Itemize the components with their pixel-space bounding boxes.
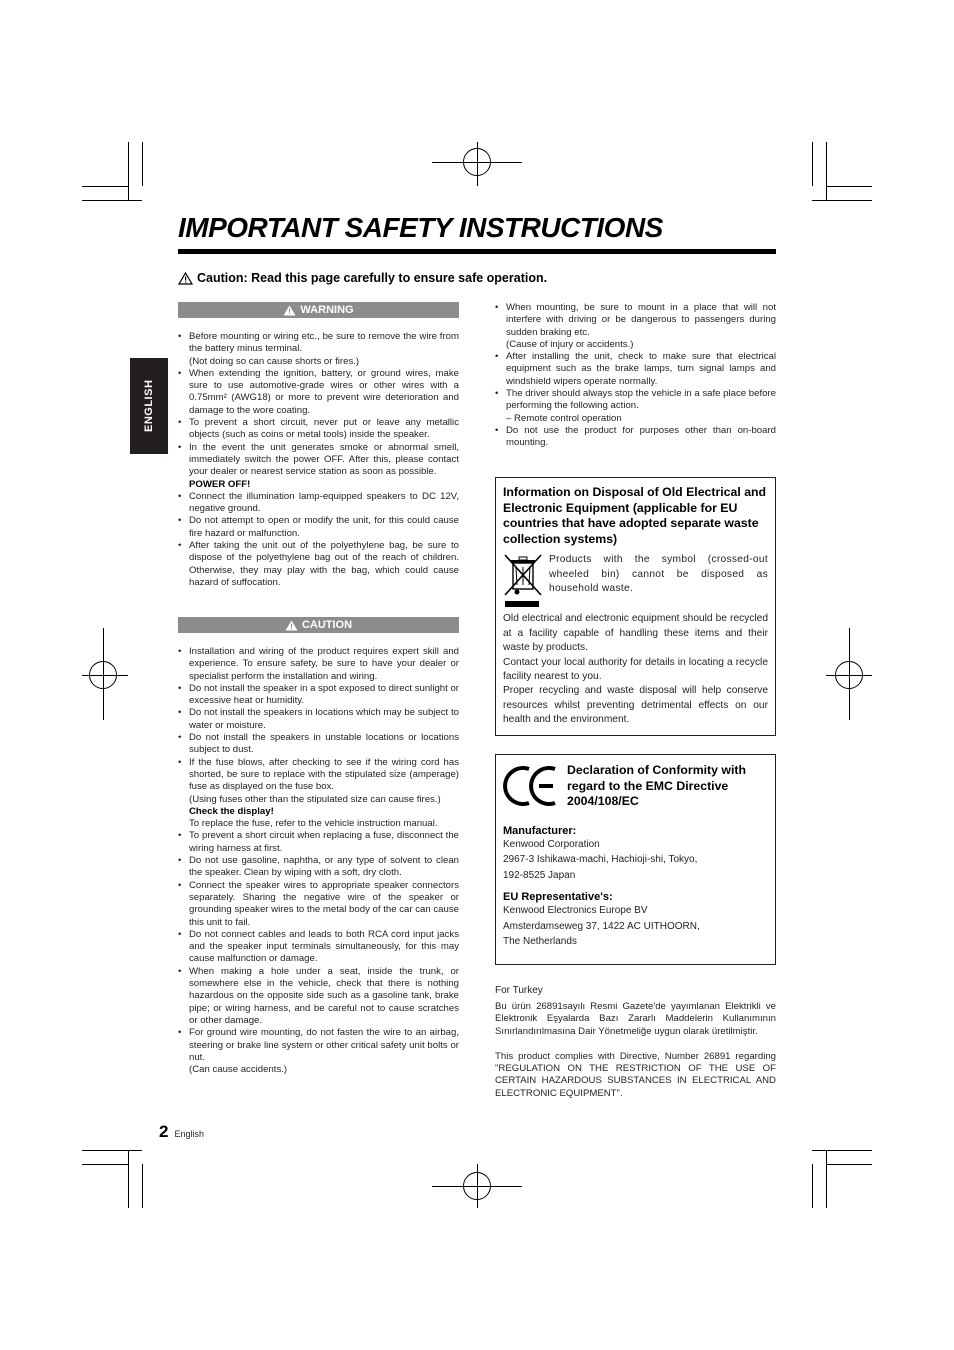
list-item: • Do not install the speaker in a spot exposed to direct sunlight or excessive heat or humidity. [178,683,459,708]
warning-section [178,302,459,589]
list-item: • When mounting, be sure to mount in a place that will not interfere with driving or be dangerous to passengers during sudden braking etc. [495,302,776,339]
turkey-section [495,984,776,1100]
caution-list [178,646,459,1076]
list-item: • Do not install the speakers in unstable locations or locations subject to dust. [178,732,459,757]
crossed-out-bin-icon [503,553,543,609]
disposal-para: Proper recycling and waste disposal will help conserve resources whilst preventing detrimental effects on our health and the environment. [503,685,768,726]
manufacturer-line: 2967-3 Ishikawa-machi, Hachioji-shi, Tokyo, [503,854,698,866]
warning-band [178,302,459,318]
manufacturer-line: Kenwood Corporation [503,838,600,850]
list-item: • In the event the unit generates smoke or abnormal smell, immediately switch the power OFF. After this, please contact your dealer or nearest service station as soon as possible. [178,442,459,479]
list-item: (Cause of injury or accidents.) [506,338,634,350]
manufacturer-label: Manufacturer: [503,824,577,837]
list-item: – Remote control operation [506,412,622,424]
list-item: • Do not use the product for purposes other than on-board mounting. [495,425,776,450]
warning-triangle-icon [283,305,296,316]
list-item: (Can cause accidents.) [189,1064,288,1076]
eu-rep-line: The Netherlands [503,936,577,948]
list-item: • Do not use gasoline, naphtha, or any type of solvent to clean the speaker. Clean by wiping with a soft, dry cloth. [178,855,459,880]
disposal-symbol-text: Products with the symbol (crossed-out wheeled bin) cannot be disposed as household waste. [549,554,768,595]
title-rule [178,249,776,254]
caution-note-text: Caution: Read this page carefully to ensure safe operation. [197,271,548,285]
disposal-symbol-row [503,553,768,609]
list-item: • When making a hole under a seat, inside the trunk, or somewhere else in the vehicle, check that there is nothing hazardous on the opposite side such as a gasoline tank, brake pipe; or wiring harness, and be careful not to cause scratches or other damage. [178,966,459,1027]
list-item: Check the display! [189,805,274,817]
footer-language: English [174,1129,204,1139]
list-item: • Installation and wiring of the product requires expert skill and experience. To ensure safety, be sure to have your dealer or specialist perform the installation and wiring. [178,646,459,683]
disposal-para: Old electrical and electronic equipment should be recycled at a facility capable of handling these items and their waste by products. [503,613,768,654]
language-tab-label: ENGLISH [143,379,155,433]
list-item: • Do not install the speakers in locations which may be subject to water or moisture. [178,707,459,732]
warning-list [178,331,459,589]
warning-triangle-icon [285,620,298,631]
ce-mark-icon [503,763,559,809]
list-item: • Do not attempt to open or modify the unit, for this could cause fire hazard or malfunction. [178,515,459,540]
conformity-header [503,763,768,810]
list-item: • Do not connect cables and leads to both RCA cord input jacks and the speaker input terminals simultaneously, for this may cause malfunction or damage. [178,929,459,966]
eu-rep-line: Amsterdamseweg 37, 1422 AC UITHOORN, [503,920,700,932]
warning-label: WARNING [300,304,354,316]
list-item: • To prevent a short circuit when replacing a fuse, disconnect the wiring harness at first. [178,830,459,855]
caution-note [178,271,547,285]
turkey-directive: This product complies with Directive, Number 26891 regarding "REGULATION ON THE RESTRICTION OF THE USE OF CERTAIN HAZARDOUS SUBSTANCES IN ELECTRICAL AND ELECTRONIC EQUIPMENT". [495,1050,776,1099]
list-item: • After taking the unit out of the polyethylene bag, be sure to dispose of the polyethylene bag out of the reach of children. Otherwise, they may play with the bag, which could cause hazard of suffocation. [178,540,459,589]
list-item: (Using fuses other than the stipulated size can cause fires.) [189,793,441,805]
warning-triangle-icon [178,272,193,285]
caution-label: CAUTION [301,619,353,631]
turkey-text: Bu ürün 26891sayılı Resmi Gazete'de yayımlanan Elektrikli ve Elektronik Eşyalarda Bazı Zararlı Maddelerin Kullanımının Sınırlandırılmasına Dair Yönetmeliğe uygun olarak üretilmiştir. [495,1001,776,1037]
list-item: • When extending the ignition, battery, or ground wires, make sure to use automotive-grade wires or other wires with a 0.75mm² (AWG18) or more to prevent wire deterioration and damage to the wore coating. [178,368,459,417]
turkey-label: For Turkey [495,985,543,996]
disposal-heading: Information on Disposal of Old Electrical and Electronic Equipment (applicable for EU countries that have adopted separate waste collection systems) [503,485,767,546]
disposal-para: Contact your local authority for details in locating a recycle facility nearest to you. [503,656,768,682]
conformity-box [495,754,776,965]
manufacturer-line: 192-8525 Japan [503,869,576,881]
list-item: • The driver should always stop the vehicle in a safe place before performing the following action. [495,388,776,413]
conformity-heading: Declaration of Conformity with regard to the EMC Directive 2004/108/EC [567,763,746,809]
disposal-box [495,477,776,736]
page-title: IMPORTANT SAFETY INSTRUCTIONS [178,212,663,243]
eu-rep-line: Kenwood Electronics Europe BV [503,905,648,917]
list-item: • After installing the unit, check to make sure that electrical equipment such as the brake lamps, turn signal lamps and windshield wipers operate normally. [495,351,776,388]
list-item: • Before mounting or wiring etc., be sure to remove the wire from the battery minus terminal. [178,331,459,356]
caution-band [178,617,459,633]
list-item: To replace the fuse, refer to the vehicle instruction manual. [189,818,438,830]
list-item: • If the fuse blows, after checking to see if the wiring cord has shorted, be sure to replace with the stipulated size (amperage) fuse as displayed on the fuse box. [178,757,459,794]
caution-section [178,617,459,1076]
page-footer [159,1122,204,1142]
list-item: • For ground wire mounting, do not fasten the wire to an airbag, steering or brake line system or other critical safety unit bolts or nut. [178,1027,459,1064]
list-item: POWER OFF! [189,478,251,490]
page-number: 2 [159,1122,169,1141]
list-item: (Not doing so can cause shorts or fires.) [189,355,360,367]
list-item: • Connect the illumination lamp-equipped speakers to DC 12V, negative ground. [178,491,459,516]
eu-rep-label: EU Representative's: [503,891,613,904]
right-list [495,302,776,450]
list-item: • To prevent a short circuit, never put or leave any metallic objects (such as coins or metal tools) inside the speaker. [178,417,459,442]
list-item: • Connect the speaker wires to appropriate speaker connectors separately. Sharing the negative wire of the speaker or grounding speaker wires to the metal body of the car can cause this unit to fail. [178,880,459,929]
